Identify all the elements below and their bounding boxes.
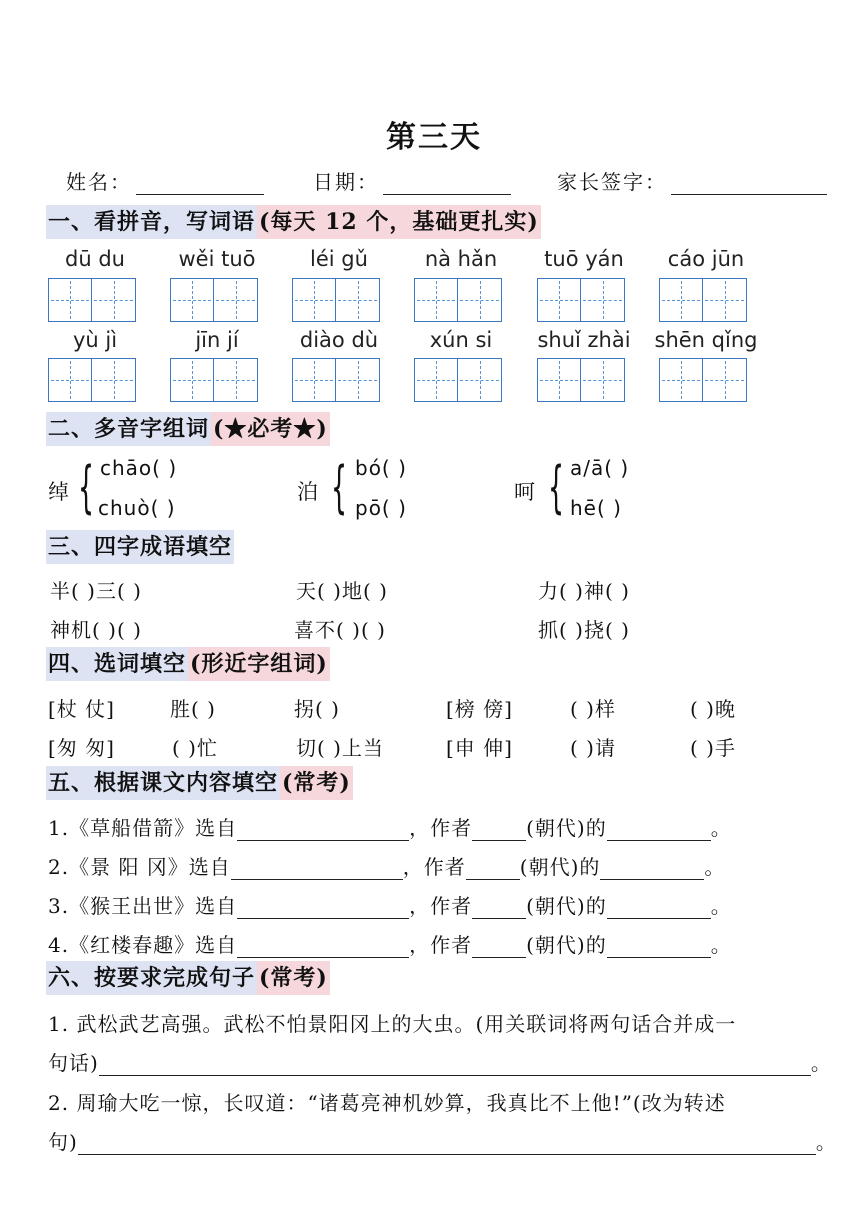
pinyin-label: diào dù — [299, 328, 379, 352]
book-question — [48, 812, 732, 841]
grid-cell[interactable] — [92, 278, 136, 322]
section-2-heading — [46, 412, 330, 446]
pinyin-label: cáo jūn — [667, 247, 745, 271]
pinyin-label: xún si — [429, 328, 493, 352]
section-1-heading — [46, 205, 541, 239]
period: 。 — [704, 855, 726, 879]
grid-cell[interactable] — [170, 358, 214, 402]
question-1-prompt: 1. 武松武艺高强。武松不怕景阳冈上的大虫。(用关联词将两句话合并成一 — [48, 1012, 737, 1036]
author-blank[interactable] — [600, 859, 704, 880]
pinyin-label: shēn qǐng — [654, 328, 758, 352]
author-label: ，作者 — [409, 816, 473, 840]
source-blank[interactable] — [237, 937, 409, 958]
pinyin-label: jīn jí — [195, 328, 239, 352]
grid-cell[interactable] — [214, 358, 258, 402]
writing-grid[interactable] — [659, 358, 747, 402]
brace-icon: { — [548, 455, 565, 520]
writing-grid[interactable] — [659, 278, 747, 322]
parent-label: 家长签字： — [557, 170, 667, 194]
section-2-note: (★必考★) — [211, 412, 330, 446]
page-title: 第三天 — [386, 120, 482, 155]
name-blank[interactable] — [136, 174, 264, 195]
section-5-title: 五、根据课文内容填空 — [46, 766, 280, 800]
question-1-tail: 句话) — [48, 1051, 99, 1075]
grid-cell[interactable] — [48, 358, 92, 402]
polyphone-char: 泊 — [297, 480, 318, 504]
grid-cell[interactable] — [414, 358, 458, 402]
writing-grid[interactable] — [414, 278, 502, 322]
grid-cell[interactable] — [214, 278, 258, 322]
parent-blank[interactable] — [671, 174, 827, 195]
grid-cell[interactable] — [458, 278, 502, 322]
writing-grid[interactable] — [537, 278, 625, 322]
grid-cell[interactable] — [170, 278, 214, 322]
section-4-heading — [46, 647, 330, 681]
choice-blank[interactable]: 切( )上当 — [296, 736, 384, 760]
idiom-item[interactable]: 力( )神( ) — [538, 579, 630, 603]
brace-icon: { — [78, 455, 95, 520]
source-blank[interactable] — [237, 898, 409, 919]
choice-blank[interactable]: 拐( ) — [294, 697, 340, 721]
grid-cell[interactable] — [659, 278, 703, 322]
period: 。 — [710, 933, 732, 957]
grid-cell[interactable] — [292, 358, 336, 402]
polyphone-char: 绰 — [48, 480, 69, 504]
parent-signature-field — [557, 166, 827, 195]
dynasty-label: (朝代)的 — [526, 894, 607, 918]
grid-cell[interactable] — [537, 278, 581, 322]
date-field — [313, 166, 511, 195]
choice-blank[interactable]: 胜( ) — [170, 697, 216, 721]
dynasty-label: (朝代)的 — [526, 816, 607, 840]
choice-blank[interactable]: ( )手 — [690, 736, 736, 760]
writing-grid[interactable] — [292, 358, 380, 402]
grid-cell[interactable] — [414, 278, 458, 322]
pinyin-label: dū du — [65, 247, 125, 271]
question-2-blank[interactable] — [78, 1134, 816, 1155]
choice-pair: [榜 傍] — [446, 697, 513, 721]
choice-pair: [申 伸] — [446, 736, 513, 760]
question-2-tail: 句) — [48, 1130, 78, 1154]
choice-pair: [杖 仗] — [48, 697, 115, 721]
choice-pair: [匆 匆] — [48, 736, 115, 760]
section-3-heading — [46, 530, 234, 564]
date-blank[interactable] — [383, 174, 511, 195]
writing-grid[interactable] — [537, 358, 625, 402]
polyphone-group-1 — [48, 456, 248, 526]
section-6-heading — [46, 961, 330, 995]
period: 。 — [710, 816, 732, 840]
pinyin-label: tuō yán — [544, 247, 624, 271]
choice-blank[interactable]: ( )晚 — [690, 697, 736, 721]
section-1-note: (每天 12 个，基础更扎实) — [257, 205, 541, 239]
source-blank[interactable] — [237, 820, 409, 841]
grid-cell[interactable] — [336, 358, 380, 402]
grid-cell[interactable] — [336, 278, 380, 322]
source-blank[interactable] — [231, 859, 403, 880]
choice-blank[interactable]: ( )请 — [570, 736, 616, 760]
question-2-answer-line — [48, 1126, 837, 1155]
choice-blank[interactable]: ( )样 — [570, 697, 616, 721]
polyphone-char: 呵 — [514, 480, 535, 504]
book-title: 3.《猴王出世》选自 — [48, 894, 238, 918]
idiom-item[interactable]: 抓( )挠( ) — [538, 618, 630, 642]
pinyin-label: yù jì — [72, 328, 118, 352]
choice-blank[interactable]: ( )忙 — [172, 736, 218, 760]
polyphone-reading: pō( ) — [355, 496, 407, 520]
idiom-item[interactable]: 喜不( )( ) — [294, 618, 386, 642]
author-blank[interactable] — [607, 937, 711, 958]
name-field — [66, 166, 264, 195]
writing-grid[interactable] — [414, 358, 502, 402]
author-label: ，作者 — [402, 855, 466, 879]
period: 。 — [810, 1051, 832, 1075]
book-title: 1.《草船借箭》选自 — [48, 816, 238, 840]
grid-cell[interactable] — [92, 358, 136, 402]
dynasty-label: (朝代)的 — [519, 855, 601, 879]
question-2-prompt: 2. 周瑜大吃一惊，长叹道：“诸葛亮神机妙算，我真比不上他!”(改为转述 — [48, 1091, 726, 1115]
grid-cell[interactable] — [703, 278, 747, 322]
polyphone-reading: chuò( ) — [98, 496, 176, 520]
book-title: 4.《红楼春趣》选自 — [48, 933, 238, 957]
idiom-item[interactable]: 神机( )( ) — [50, 618, 142, 642]
section-3-title: 三、四字成语填空 — [46, 530, 234, 564]
dynasty-blank[interactable] — [472, 937, 526, 958]
polyphone-reading: bó( ) — [355, 456, 407, 480]
book-question — [48, 851, 725, 880]
grid-cell[interactable] — [581, 278, 625, 322]
polyphone-group-3 — [514, 456, 734, 526]
polyphone-reading: a/ā( ) — [570, 456, 630, 480]
pinyin-label: wěi tuō — [178, 247, 256, 271]
writing-grid[interactable] — [48, 278, 136, 322]
pinyin-label: nà hǎn — [424, 247, 498, 271]
section-4-title: 四、选词填空 — [46, 647, 188, 681]
polyphone-reading: chāo( ) — [100, 456, 178, 480]
book-question — [48, 929, 732, 958]
polyphone-reading: hē( ) — [570, 496, 622, 520]
dynasty-label: (朝代)的 — [526, 933, 607, 957]
book-question — [48, 890, 732, 919]
pinyin-label: léi gǔ — [310, 247, 368, 271]
writing-grid[interactable] — [170, 358, 258, 402]
grid-cell[interactable] — [659, 358, 703, 402]
pinyin-label: shuǐ zhài — [537, 328, 631, 352]
grid-cell[interactable] — [537, 358, 581, 402]
question-1-answer-line — [48, 1047, 832, 1076]
section-4-note: (形近字组词) — [188, 647, 330, 681]
writing-grid[interactable] — [48, 358, 136, 402]
grid-cell[interactable] — [458, 358, 502, 402]
section-6-title: 六、按要求完成句子 — [46, 961, 257, 995]
grid-cell[interactable] — [703, 358, 747, 402]
grid-cell[interactable] — [48, 278, 92, 322]
writing-grid[interactable] — [292, 278, 380, 322]
idiom-item[interactable]: 半( )三( ) — [50, 579, 142, 603]
idiom-item[interactable]: 天( )地( ) — [296, 579, 388, 603]
grid-cell[interactable] — [292, 278, 336, 322]
polyphone-group-2 — [297, 456, 497, 526]
name-label: 姓名： — [66, 170, 132, 194]
section-5-heading — [46, 766, 353, 800]
author-label: ，作者 — [409, 894, 473, 918]
author-blank[interactable] — [607, 820, 711, 841]
question-1-blank[interactable] — [99, 1055, 811, 1076]
period: 。 — [710, 894, 732, 918]
section-2-title: 二、多音字组词 — [46, 412, 211, 446]
brace-icon: { — [331, 455, 348, 520]
section-6-note: (常考) — [257, 961, 330, 995]
book-title: 2.《景 阳 冈》选自 — [48, 855, 231, 879]
period: 。 — [815, 1130, 837, 1154]
date-label: 日期： — [313, 170, 379, 194]
section-1-title: 一、看拼音，写词语 — [46, 205, 257, 239]
grid-cell[interactable] — [581, 358, 625, 402]
section-5-note: (常考) — [280, 766, 353, 800]
author-blank[interactable] — [607, 898, 711, 919]
dynasty-blank[interactable] — [472, 820, 526, 841]
dynasty-blank[interactable] — [466, 859, 520, 880]
dynasty-blank[interactable] — [472, 898, 526, 919]
author-label: ，作者 — [409, 933, 473, 957]
writing-grid[interactable] — [170, 278, 258, 322]
